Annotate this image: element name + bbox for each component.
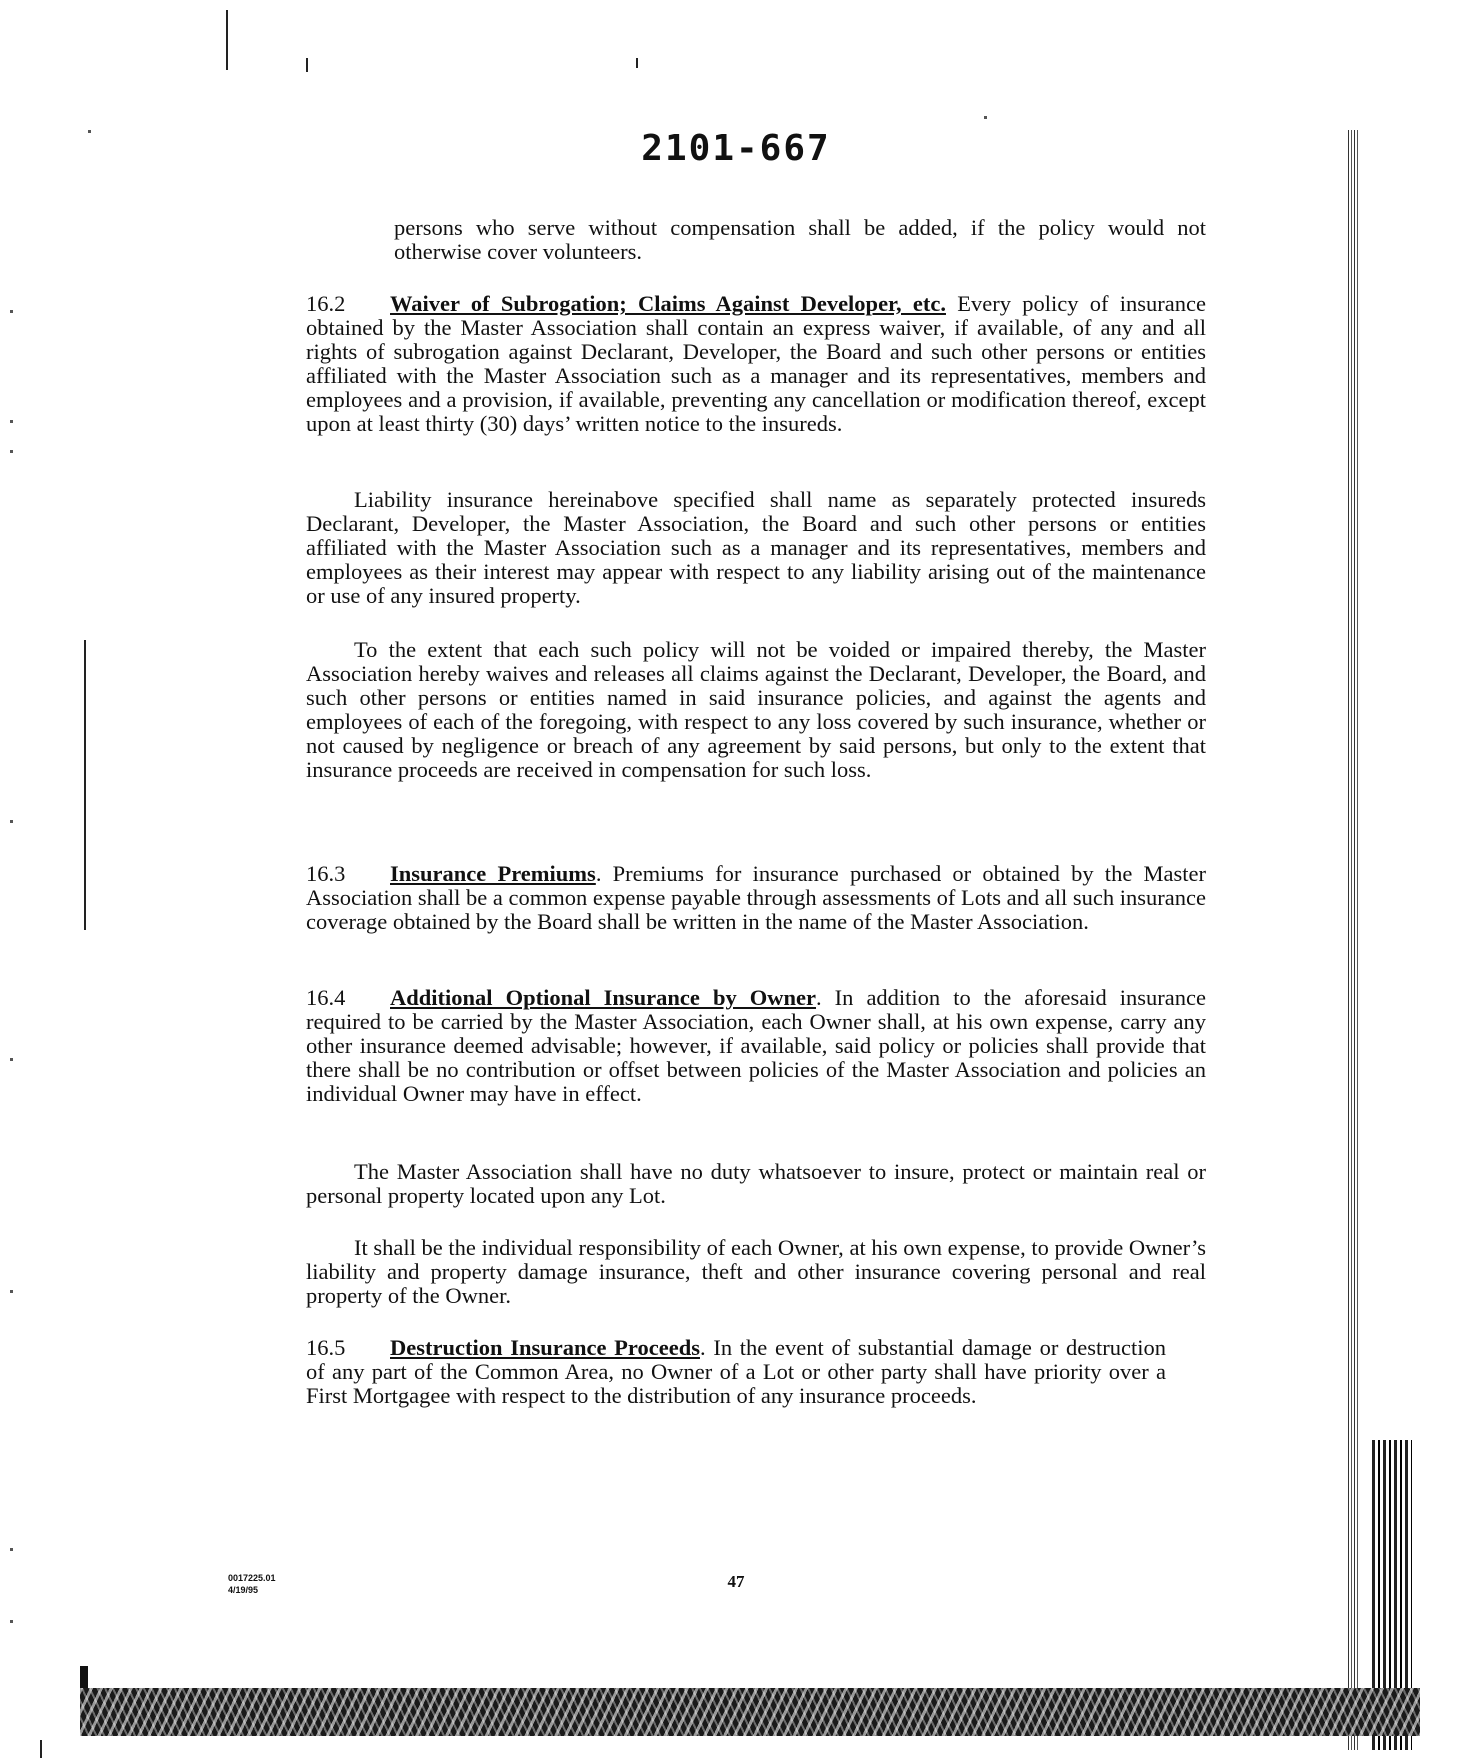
- scan-mark: [10, 420, 13, 423]
- scan-mark: [226, 10, 228, 70]
- section-16-3: [306, 862, 1206, 934]
- section-text: In the event of substantial damage or destruction of any part of the Common Area, no Owner of a Lot or other party shall have priority over a First Mortgagee with respect to the distribution of any insurance proceeds.: [306, 1335, 1167, 1408]
- scan-mark: [10, 1290, 13, 1293]
- scan-edge-right: [1346, 130, 1360, 1750]
- section-heading: Waiver of Subrogation; Claims Against Developer, etc.: [390, 291, 946, 316]
- section-text: Premiums for insurance purchased or obtained by the Master Association shall be a common expense payable through assessments of Lots and all such insurance coverage obtained by the Board shall be written in the name of the Master Association.: [306, 861, 1206, 934]
- paragraph-liability: [306, 488, 1206, 608]
- section-number: 16.5: [306, 1335, 346, 1360]
- scan-mark: [10, 1620, 13, 1623]
- scan-mark: [40, 1740, 42, 1758]
- scan-mark: [10, 450, 13, 453]
- paragraph-continuation: [306, 216, 1206, 264]
- paragraph-text: It shall be the individual responsibility of each Owner, at his own expense, to provide Owner’s liability and property damage insurance, theft and other insurance covering personal and real property of the Owner.: [306, 1235, 1206, 1308]
- scan-mark: [636, 58, 638, 68]
- section-number: 16.2: [306, 291, 346, 316]
- scan-band-bottom: [80, 1688, 1420, 1736]
- section-heading: Insurance Premiums: [390, 861, 596, 886]
- section-16-4: [306, 986, 1206, 1106]
- section-paragraph: 16.4 Additional Optional Insurance by Owner. In addition to the aforesaid insurance required to be carried by the Master Association, each Owner shall, at his own expense, carry any other insurance deemed advisable; however, if available, said policy or policies shall provide that there shall be no contribution or offset between policies of the Master Association and policies an individual Owner may have in effect.: [306, 985, 1206, 1106]
- footer-page-number: 47: [727, 1572, 745, 1591]
- scan-mark: [10, 310, 13, 313]
- section-16-2: [306, 292, 1206, 436]
- footer-date-line: 4/19/95: [228, 1585, 259, 1595]
- paragraph-no-duty: [306, 1160, 1206, 1208]
- footer-code-line: 0017225.01: [228, 1573, 276, 1583]
- section-paragraph: 16.5 Destruction Insurance Proceeds. In the event of substantial damage or destruction of any part of the Common Area, no Owner of a Lot or other party shall have priority over a First Mortgagee with respect to the distribution of any insurance proceeds.: [306, 1335, 1167, 1408]
- paragraph-text: Liability insurance hereinabove specified shall name as separately protected insureds Declarant, Developer, the Master Association, the Board and such other persons or entities affiliated with the Master Association such as a manager and its representatives, members and employees as their interest may appear with respect to any liability arising out of the maintenance or use of any insured property.: [306, 487, 1206, 608]
- scan-mark: [10, 820, 13, 823]
- scan-mark: [10, 1058, 13, 1061]
- section-heading: Additional Optional Insurance by Owner: [390, 985, 816, 1010]
- paragraph-text: To the extent that each such policy will not be voided or impaired thereby, the Master Association hereby waives and releases all claims against the Declarant, Developer, the Board, and such other persons or entities named in said insurance policies, and against the agents and employees of each of the foregoing, with respect to any loss covered by such insurance, whether or not caused by negligence or breach of any agreement by said persons, but only to the extent that insurance proceeds are received in compensation for such loss.: [306, 637, 1206, 782]
- section-heading: Destruction Insurance Proceeds: [390, 1335, 700, 1360]
- scan-mark: [10, 1548, 13, 1551]
- scan-mark: [984, 116, 987, 119]
- paragraph-text: persons who serve without compensation shall be added, if the policy would not otherwise cover volunteers.: [394, 215, 1206, 264]
- section-number: 16.3: [306, 861, 346, 886]
- section-text: In addition to the aforesaid insurance required to be carried by the Master Association, each Owner shall, at his own expense, carry any other insurance deemed advisable; however, if available, said policy or policies shall provide that there shall be no contribution or offset between policies of the Master Association and policies an individual Owner may have in effect.: [306, 985, 1206, 1106]
- section-number: 16.4: [306, 985, 346, 1010]
- section-paragraph: [306, 292, 1206, 436]
- document-number: 2101-667: [641, 128, 831, 169]
- section-paragraph: 16.3 Insurance Premiums. Premiums for insurance purchased or obtained by the Master Association shall be a common expense payable through assessments of Lots and all such insurance coverage obtained by the Board shall be written in the name of the Master Association.: [306, 861, 1206, 934]
- scan-mark: [306, 58, 308, 72]
- section-text: Every policy of insurance obtained by the Master Association shall contain an express waiver, if available, of any and all rights of subrogation against Declarant, Developer, the Board and such other persons or entities affiliated with the Master Association such as a manager and its representatives, members and employees and a provision, if available, preventing any cancellation or modification thereof, except upon at least thirty (30) days’ written notice to the insureds.: [306, 291, 1207, 436]
- section-16-5: [306, 1336, 1206, 1408]
- paragraph-extent: [306, 638, 1206, 782]
- paragraph-text: The Master Association shall have no duty whatsoever to insure, protect or maintain real or personal property located upon any Lot.: [306, 1159, 1206, 1208]
- scan-mark: [84, 640, 86, 930]
- paragraph-responsibility: [306, 1236, 1206, 1308]
